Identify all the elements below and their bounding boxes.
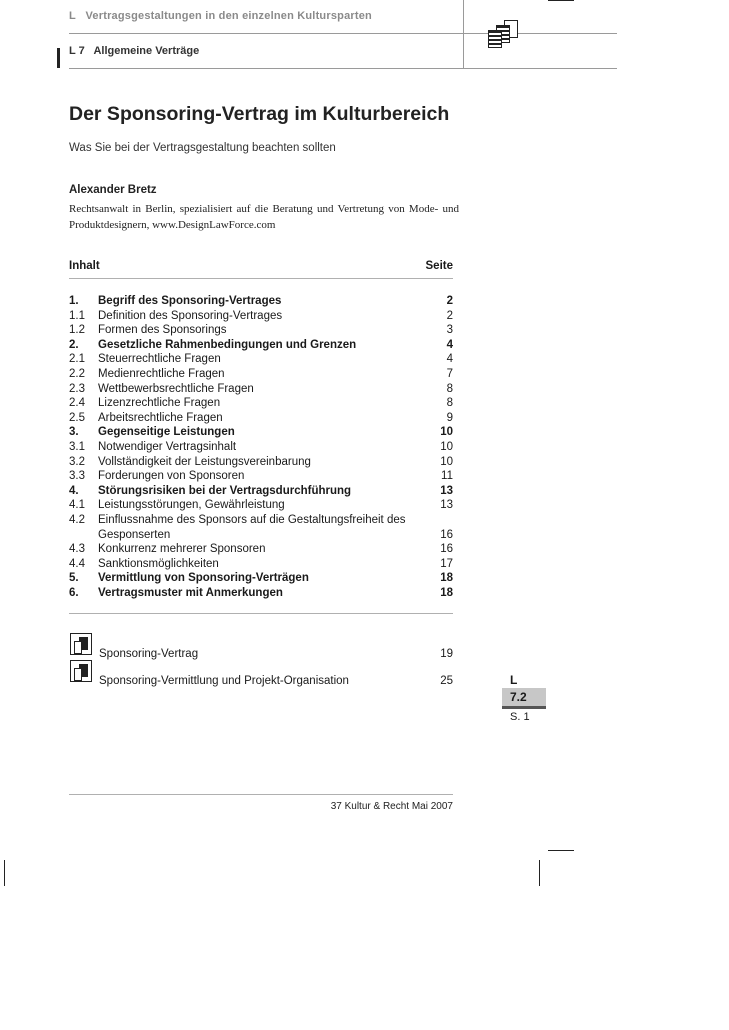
toc-row[interactable] — [69, 440, 453, 455]
toc-page: 16 — [440, 543, 453, 556]
toc-number: 4. — [69, 484, 79, 497]
toc-number: 4.2 — [69, 513, 85, 526]
toc-row[interactable] — [69, 542, 453, 557]
crop-mark-top — [548, 0, 574, 1]
tab-letter: L — [510, 673, 518, 687]
table-of-contents — [69, 294, 453, 600]
toc-row[interactable] — [69, 323, 453, 338]
toc-number: 4.1 — [69, 499, 85, 512]
toc-number: 4.4 — [69, 557, 85, 570]
toc-page: 13 — [440, 484, 453, 497]
toc-page: 11 — [441, 470, 453, 483]
toc-row[interactable] — [69, 411, 453, 426]
toc-row[interactable] — [69, 513, 453, 528]
toc-row[interactable] — [69, 425, 453, 440]
toc-title: Leistungsstörungen, Gewährleistung — [98, 499, 285, 512]
attachment-page: 19 — [440, 648, 453, 660]
toc-title: Definition des Sponsoring-Vertrages — [98, 309, 283, 322]
toc-page: 10 — [440, 440, 453, 453]
footer-text: 37 Kultur & Recht Mai 2007 — [330, 801, 453, 812]
section-header: L Vertragsgestaltungen in den einzelnen Kultursparten — [69, 10, 372, 22]
toc-row[interactable] — [69, 396, 453, 411]
header-divider — [69, 33, 617, 34]
toc-page: 7 — [446, 367, 453, 380]
author-name: Alexander Bretz — [69, 184, 157, 196]
tab-number: 7.2 — [502, 688, 546, 706]
toc-row[interactable] — [69, 352, 453, 367]
toc-row[interactable] — [69, 498, 453, 513]
toc-number: 2.3 — [69, 382, 85, 395]
toc-page: 16 — [440, 528, 453, 541]
toc-page: 18 — [440, 586, 453, 599]
toc-number: 1.1 — [69, 309, 85, 322]
toc-title: Vertragsmuster mit Anmerkungen — [98, 586, 283, 599]
toc-number: 3.1 — [69, 440, 85, 453]
toc-page: 10 — [440, 426, 453, 439]
toc-row[interactable] — [69, 571, 453, 586]
author-affiliation: Rechtsanwalt in Berlin, spezialisiert auf die Beratung und Vertretung von Mode- und Produktdesignern, www.DesignLawForce.com — [69, 203, 459, 231]
toc-title: Vermittlung von Sponsoring-Verträgen — [98, 572, 309, 585]
toc-row[interactable] — [69, 367, 453, 382]
toc-number: 2.2 — [69, 367, 85, 380]
toc-page: 13 — [440, 499, 453, 512]
toc-row[interactable] — [69, 484, 453, 499]
toc-title: Begriff des Sponsoring-Vertrages — [98, 295, 282, 307]
toc-number: 6. — [69, 586, 79, 599]
chapter-header: L 7 Allgemeine Verträge — [69, 45, 200, 57]
toc-title: Lizenzrechtliche Fragen — [98, 397, 221, 410]
toc-heading: Inhalt — [69, 260, 100, 272]
document-icon — [70, 660, 92, 682]
tab-page: S. 1 — [510, 711, 530, 723]
toc-page: 2 — [446, 309, 453, 322]
document-icon — [70, 633, 92, 655]
toc-page: 17 — [440, 557, 453, 570]
attachment-title: Sponsoring-Vertrag — [99, 648, 199, 660]
toc-title: Medienrechtliche Fragen — [98, 367, 225, 380]
toc-row[interactable] — [69, 309, 453, 324]
toc-page: 8 — [446, 382, 453, 395]
section-tab — [502, 672, 546, 725]
crop-mark-bottom — [548, 850, 574, 851]
attachment-item[interactable] — [99, 675, 453, 687]
toc-header-divider — [69, 278, 453, 279]
toc-title: Gesponserten — [98, 528, 171, 541]
attachment-item[interactable] — [99, 648, 453, 660]
crop-mark-left — [4, 860, 5, 886]
toc-page: 10 — [440, 455, 453, 468]
toc-number: 1.2 — [69, 324, 85, 337]
toc-page: 18 — [440, 572, 453, 585]
toc-page: 4 — [446, 338, 453, 351]
chapter-marker — [57, 48, 60, 68]
toc-title: Gesetzliche Rahmenbedingungen und Grenzen — [98, 338, 357, 351]
toc-title: Sanktionsmöglichkeiten — [98, 557, 219, 570]
header-vertical-divider — [463, 0, 464, 68]
toc-page: 3 — [446, 324, 453, 337]
toc-row[interactable] — [69, 528, 453, 543]
toc-number: 3.3 — [69, 470, 85, 483]
toc-number: 4.3 — [69, 543, 85, 556]
toc-end-divider — [69, 613, 453, 614]
footer-divider — [69, 794, 453, 795]
toc-page: 4 — [446, 353, 453, 366]
toc-row[interactable] — [69, 294, 453, 309]
toc-number: 2. — [69, 338, 79, 351]
toc-header — [69, 260, 453, 272]
toc-title: Gegenseitige Leistungen — [98, 426, 235, 439]
attachment-page: 25 — [440, 675, 453, 687]
toc-number: 1. — [69, 295, 79, 307]
toc-page: 2 — [446, 295, 453, 307]
toc-page: 9 — [446, 411, 453, 424]
toc-title: Formen des Sponsorings — [98, 324, 227, 337]
toc-number: 3.2 — [69, 455, 85, 468]
toc-page: 8 — [446, 397, 453, 410]
toc-number — [69, 528, 98, 543]
toc-row[interactable] — [69, 382, 453, 397]
toc-row[interactable] — [69, 338, 453, 353]
toc-row[interactable] — [69, 586, 453, 601]
toc-row[interactable] — [69, 455, 453, 470]
toc-title: Konkurrenz mehrerer Sponsoren — [98, 543, 266, 556]
toc-title: Einflussnahme des Sponsors auf die Gestaltungsfreiheit des — [98, 513, 406, 526]
toc-row[interactable] — [69, 469, 453, 484]
toc-title: Vollständigkeit der Leistungsvereinbarung — [98, 455, 311, 468]
crop-mark-right — [539, 860, 540, 886]
toc-number: 2.1 — [69, 353, 85, 366]
toc-number: 3. — [69, 426, 79, 439]
toc-page — [423, 513, 453, 528]
toc-title: Forderungen von Sponsoren — [98, 470, 245, 483]
toc-number: 2.5 — [69, 411, 85, 424]
toc-page-heading: Seite — [425, 260, 453, 272]
toc-title: Notwendiger Vertragsinhalt — [98, 440, 237, 453]
chapter-divider — [69, 68, 617, 69]
document-stack-icon — [488, 20, 522, 50]
article-title: Der Sponsoring-Vertrag im Kulturbereich — [69, 103, 450, 125]
article-subtitle: Was Sie bei der Vertragsgestaltung beachten sollten — [69, 142, 336, 154]
attachment-title: Sponsoring-Vermittlung und Projekt-Organisation — [99, 675, 349, 687]
toc-row[interactable] — [69, 557, 453, 572]
toc-number: 5. — [69, 572, 79, 585]
toc-title: Störungsrisiken bei der Vertragsdurchführung — [98, 484, 352, 497]
toc-title: Wettbewerbsrechtliche Fragen — [98, 382, 254, 395]
toc-number: 2.4 — [69, 397, 85, 410]
toc-title: Arbeitsrechtliche Fragen — [98, 411, 223, 424]
toc-title: Steuerrechtliche Fragen — [98, 353, 221, 366]
